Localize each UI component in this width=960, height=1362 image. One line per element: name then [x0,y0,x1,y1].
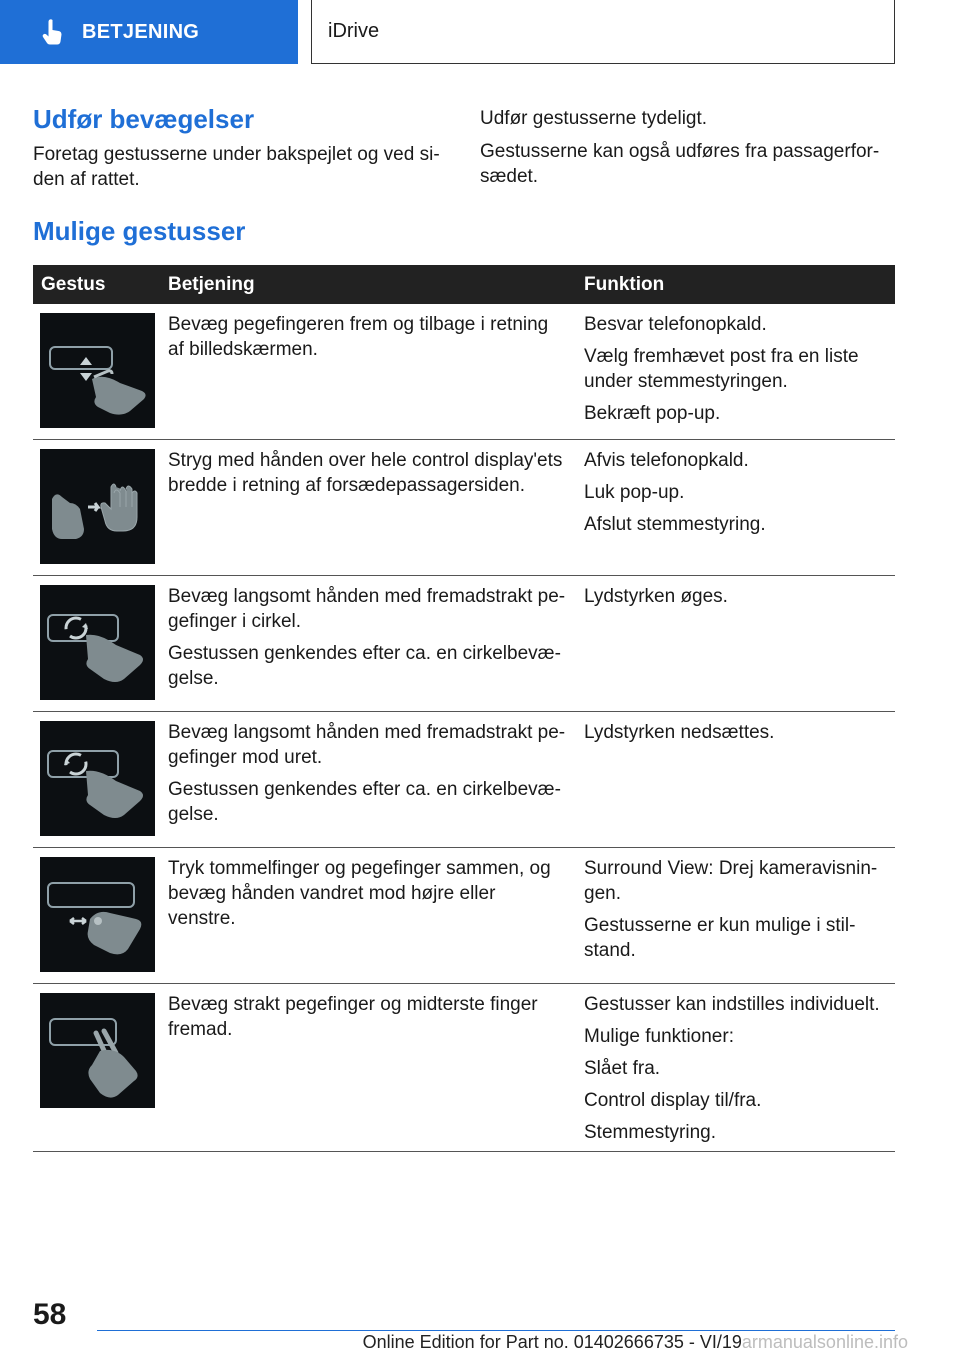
section-label: BETJENING [82,20,200,43]
gesture-table [33,265,895,1152]
header-operation: Betjening [168,273,255,295]
function-text: Stemmestyring. [584,1122,716,1143]
two-finger-forward-gesture-icon [40,993,155,1108]
function-text: Lydstyrken nedsættes. [584,722,775,743]
section-title-possible-gestures: Mulige gestusser [33,216,246,246]
function-text: Lydstyrken øges. [584,586,728,607]
pointing-hand-icon [38,17,68,47]
table-row [33,304,895,440]
table-row [33,984,895,1152]
table-header [33,265,895,304]
section-title-gestures: Udfør bevægelser [33,104,255,134]
function-text: Slået fra. [584,1058,661,1079]
function-text: Gestusser kan indstilles individuelt. [584,994,880,1015]
function-text: Afslut stemmestyring. [584,514,766,535]
header-gesture: Gestus [41,273,106,295]
function-text: Besvar telefonopkald. [584,314,767,335]
pinch-move-gesture-icon [40,857,155,972]
function-text: Gestusserne er kun mulige i stilstand. [584,915,856,961]
swipe-hand-gesture-icon [40,449,155,564]
page-number: 58 [33,1298,67,1331]
footer-edition [363,1332,908,1353]
function-text: Mulige funktioner: [584,1026,734,1047]
function-text: Surround View: Drej kameravisningen. [584,858,878,904]
intro-right-column [480,106,890,197]
operation-text: Tryk tommelfinger og pegefinger sammen, og bevæg hånden vandret mod højre eller venstre. [168,858,551,929]
table-row [33,712,895,848]
circle-clockwise-gesture-icon [40,585,155,700]
operation-text: Bevæg langsomt hånden med fremadstrakt pegefinger i cirkel. [168,586,566,632]
table-row [33,440,895,576]
edition-text: Online Edition for Part no. 01402666735 - VI/19 [362,1332,742,1352]
circle-counterclockwise-gesture-icon [40,721,155,836]
operation-text: Gestussen genkendes efter ca. en cirkelbevægelse. [168,643,561,689]
chapter-box [311,0,895,64]
operation-text: Bevæg langsomt hånden med fremadstrakt pegefinger mod uret. [168,722,566,768]
operation-text: Stryg med hånden over hele control display'ets bredde i retning af forsædepassagersiden. [168,450,563,496]
function-text: Bekræft pop-up. [584,403,721,424]
watermark-text: armanualsonline.info [741,1332,908,1352]
intro-left-text: Foretag gestusserne under bakspejlet og ved siden af rattet. [33,144,440,190]
operation-text: Bevæg pegefingeren frem og tilbage i retning af billedskærmen. [168,314,549,360]
intro-paragraph: Gestusserne kan også udføres fra passagerforsædet. [480,141,880,187]
header-function: Funktion [584,273,665,295]
function-text: Afvis telefonopkald. [584,450,749,471]
function-text: Luk pop-up. [584,482,685,503]
point-forward-back-gesture-icon [40,313,155,428]
section-tab [0,0,298,64]
function-text: Control display til/fra. [584,1090,762,1111]
intro-paragraph: Udfør gestusserne tydeligt. [480,108,708,129]
function-text: Vælg fremhævet post fra en liste under stemmestyringen. [584,346,859,392]
table-row [33,848,895,984]
chapter-label: iDrive [328,20,380,42]
footer-divider [97,1330,895,1331]
table-row [33,576,895,712]
operation-text: Bevæg strakt pegefinger og midterste finger fremad. [168,994,538,1040]
operation-text: Gestussen genkendes efter ca. en cirkelbevægelse. [168,779,561,825]
